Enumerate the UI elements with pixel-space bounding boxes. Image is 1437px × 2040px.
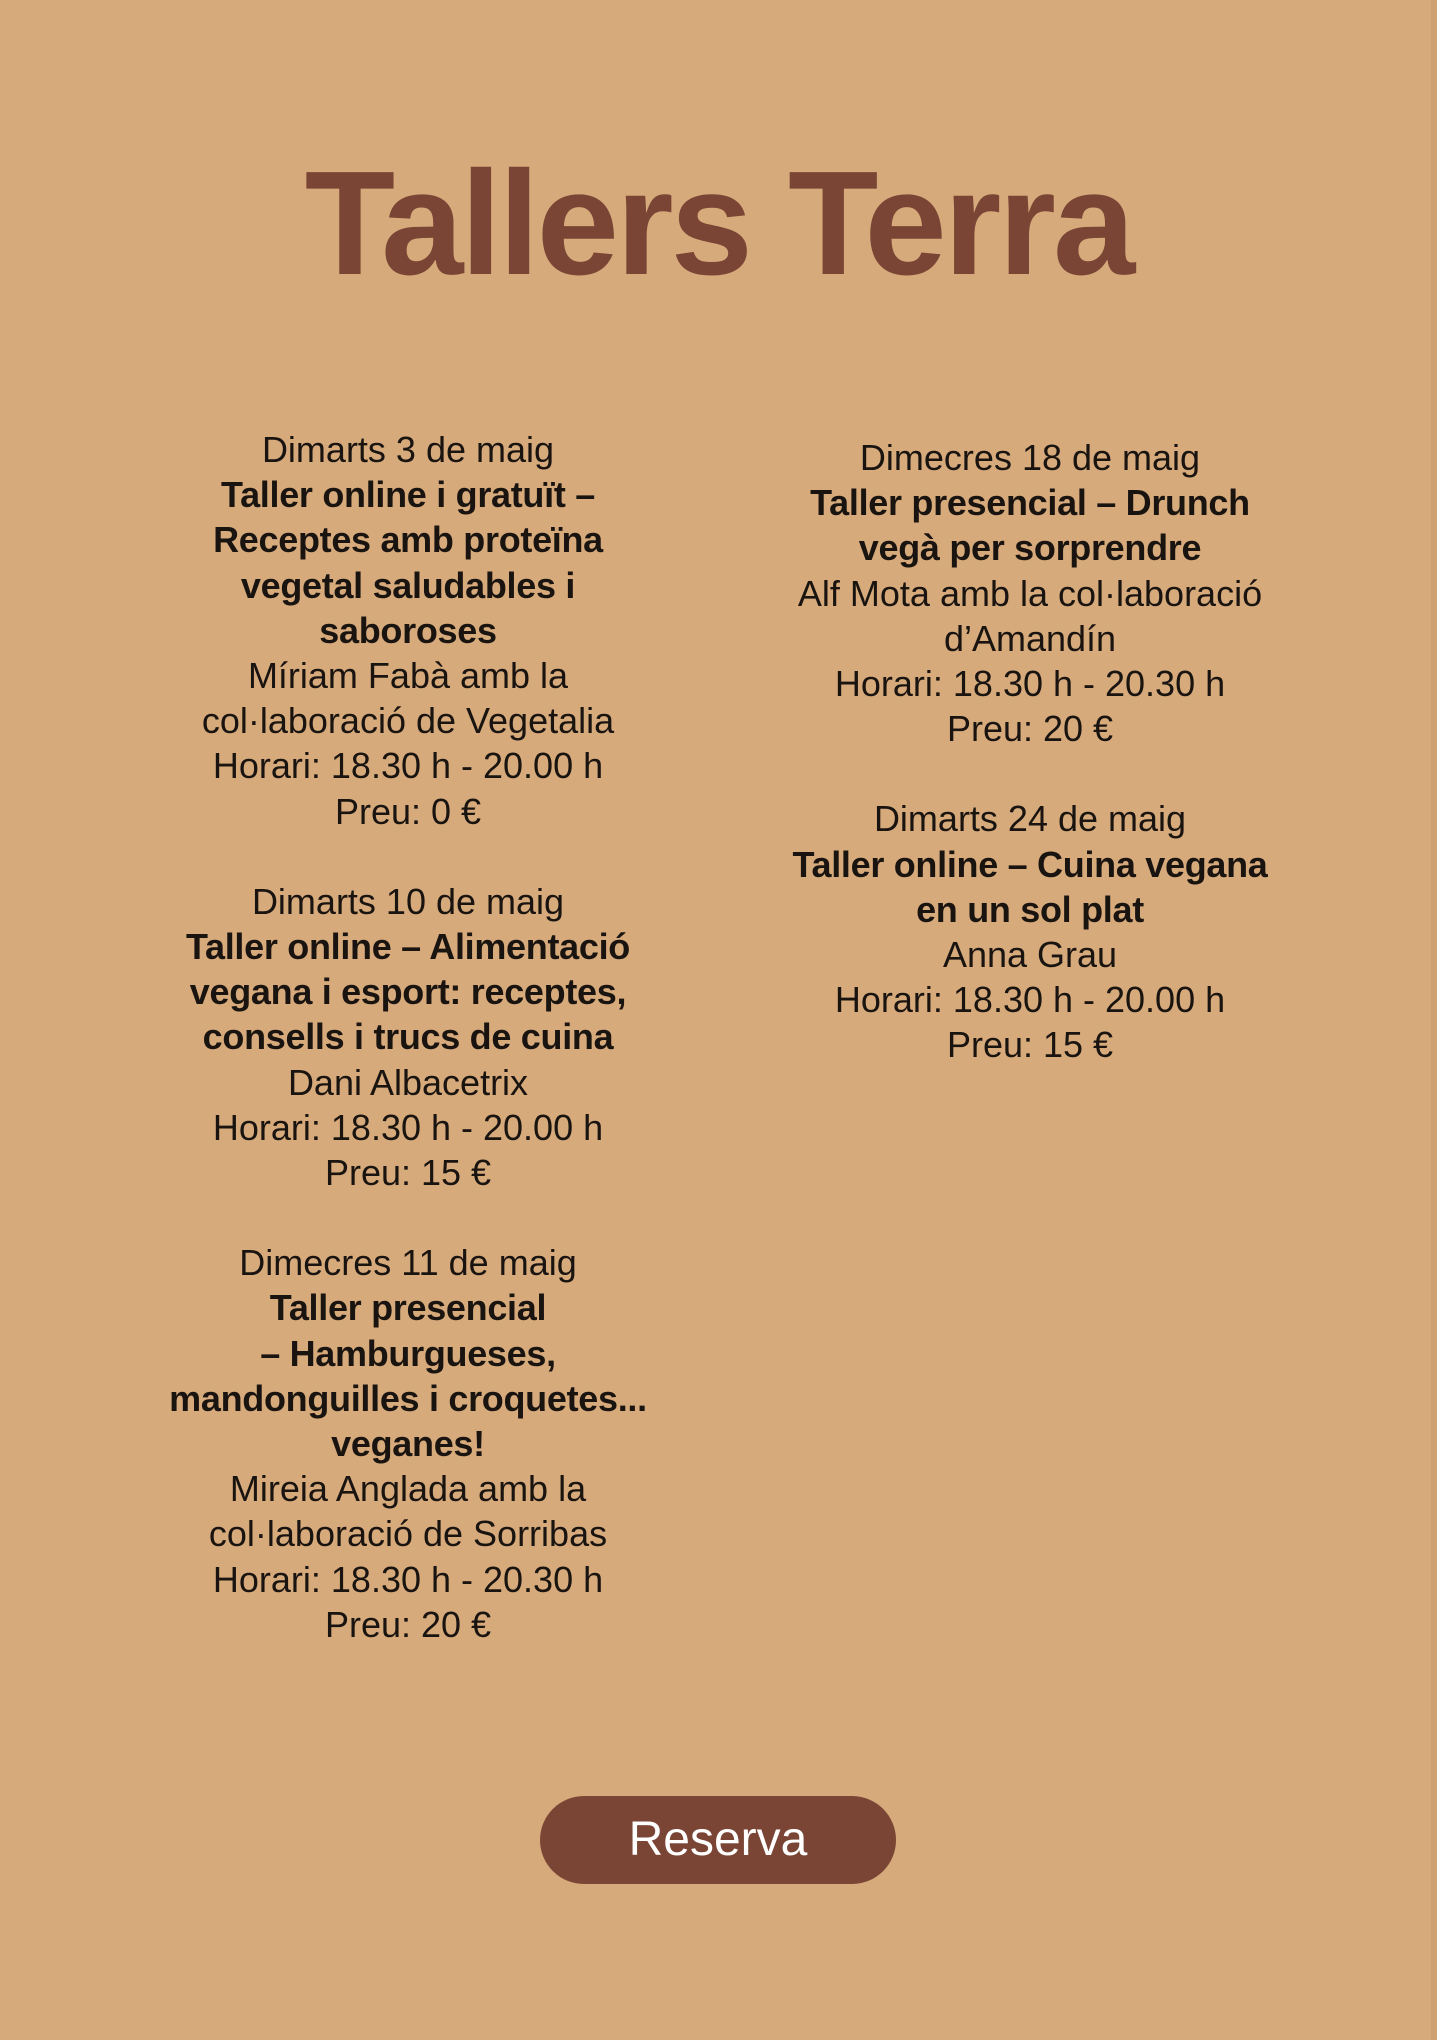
workshop-item <box>128 1240 688 1647</box>
workshop-title-line: vegana i esport: receptes, <box>189 971 627 1013</box>
workshops-right-column <box>750 435 1310 1113</box>
workshop-date: Dimarts 3 de maig <box>261 429 555 470</box>
workshop-date: Dimecres 18 de maig <box>859 437 1201 478</box>
workshop-title-line: vegà per sorprendre <box>858 527 1202 569</box>
workshop-title-line: – Hamburgueses, <box>260 1332 556 1374</box>
workshop-title-line: Taller online – Alimentació <box>185 926 630 968</box>
workshop-item <box>750 435 1310 751</box>
workshop-schedule: Horari: 18.30 h - 20.30 h <box>834 663 1226 705</box>
workshop-price: Preu: 0 € <box>334 790 482 832</box>
workshop-host-line: col·laboració de Vegetalia <box>201 700 615 742</box>
workshop-title-line: vegetal saludables i <box>240 564 576 606</box>
workshops-left-column <box>128 427 688 1692</box>
workshop-title-line: Taller online – Cuina vegana <box>792 843 1268 885</box>
workshop-host-line: col·laboració de Sorribas <box>208 1513 608 1555</box>
workshop-price: Preu: 15 € <box>324 1152 492 1194</box>
workshop-title-line: en un sol plat <box>916 888 1144 930</box>
reserve-button[interactable]: Reserva <box>540 1796 896 1884</box>
workshop-item <box>128 879 688 1195</box>
workshop-title-line: Taller presencial <box>269 1287 547 1329</box>
workshop-host-line: Alf Mota amb la col·laboració <box>797 572 1263 614</box>
workshop-title-line: Taller presencial – Drunch <box>810 482 1250 524</box>
workshop-title-line: saboroses <box>319 609 497 651</box>
workshop-host-line: d’Amandín <box>943 617 1117 659</box>
workshop-price: Preu: 20 € <box>946 708 1114 750</box>
workshop-schedule: Horari: 18.30 h - 20.00 h <box>834 979 1226 1021</box>
workshop-title-line: Taller online i gratuït – <box>221 474 595 516</box>
workshop-host-line: Dani Albacetrix <box>287 1061 529 1103</box>
workshop-schedule: Horari: 18.30 h - 20.30 h <box>212 1558 604 1600</box>
workshop-host-line: Míriam Fabà amb la <box>247 655 569 697</box>
workshop-schedule: Horari: 18.30 h - 20.00 h <box>212 745 604 787</box>
workshop-host-line: Anna Grau <box>942 934 1118 976</box>
workshop-price: Preu: 20 € <box>324 1603 492 1645</box>
workshop-schedule: Horari: 18.30 h - 20.00 h <box>212 1106 604 1148</box>
page-edge <box>1431 0 1437 2040</box>
workshop-title-line: veganes! <box>331 1423 485 1465</box>
workshop-item <box>750 796 1310 1067</box>
workshop-title-line: Receptes amb proteïna <box>213 519 603 561</box>
workshop-date: Dimecres 11 de maig <box>239 1242 577 1284</box>
workshop-item <box>128 427 688 834</box>
workshop-date: Dimarts 10 de maig <box>251 880 565 922</box>
page-title: Tallers Terra <box>304 141 1133 306</box>
workshop-price: Preu: 15 € <box>946 1024 1114 1066</box>
workshop-host-line: Mireia Anglada amb la <box>229 1468 587 1510</box>
workshop-title-line: consells i trucs de cuina <box>202 1016 614 1058</box>
workshop-title-line: mandonguilles i croquetes... <box>169 1377 647 1419</box>
workshop-date: Dimarts 24 de maig <box>873 798 1187 840</box>
